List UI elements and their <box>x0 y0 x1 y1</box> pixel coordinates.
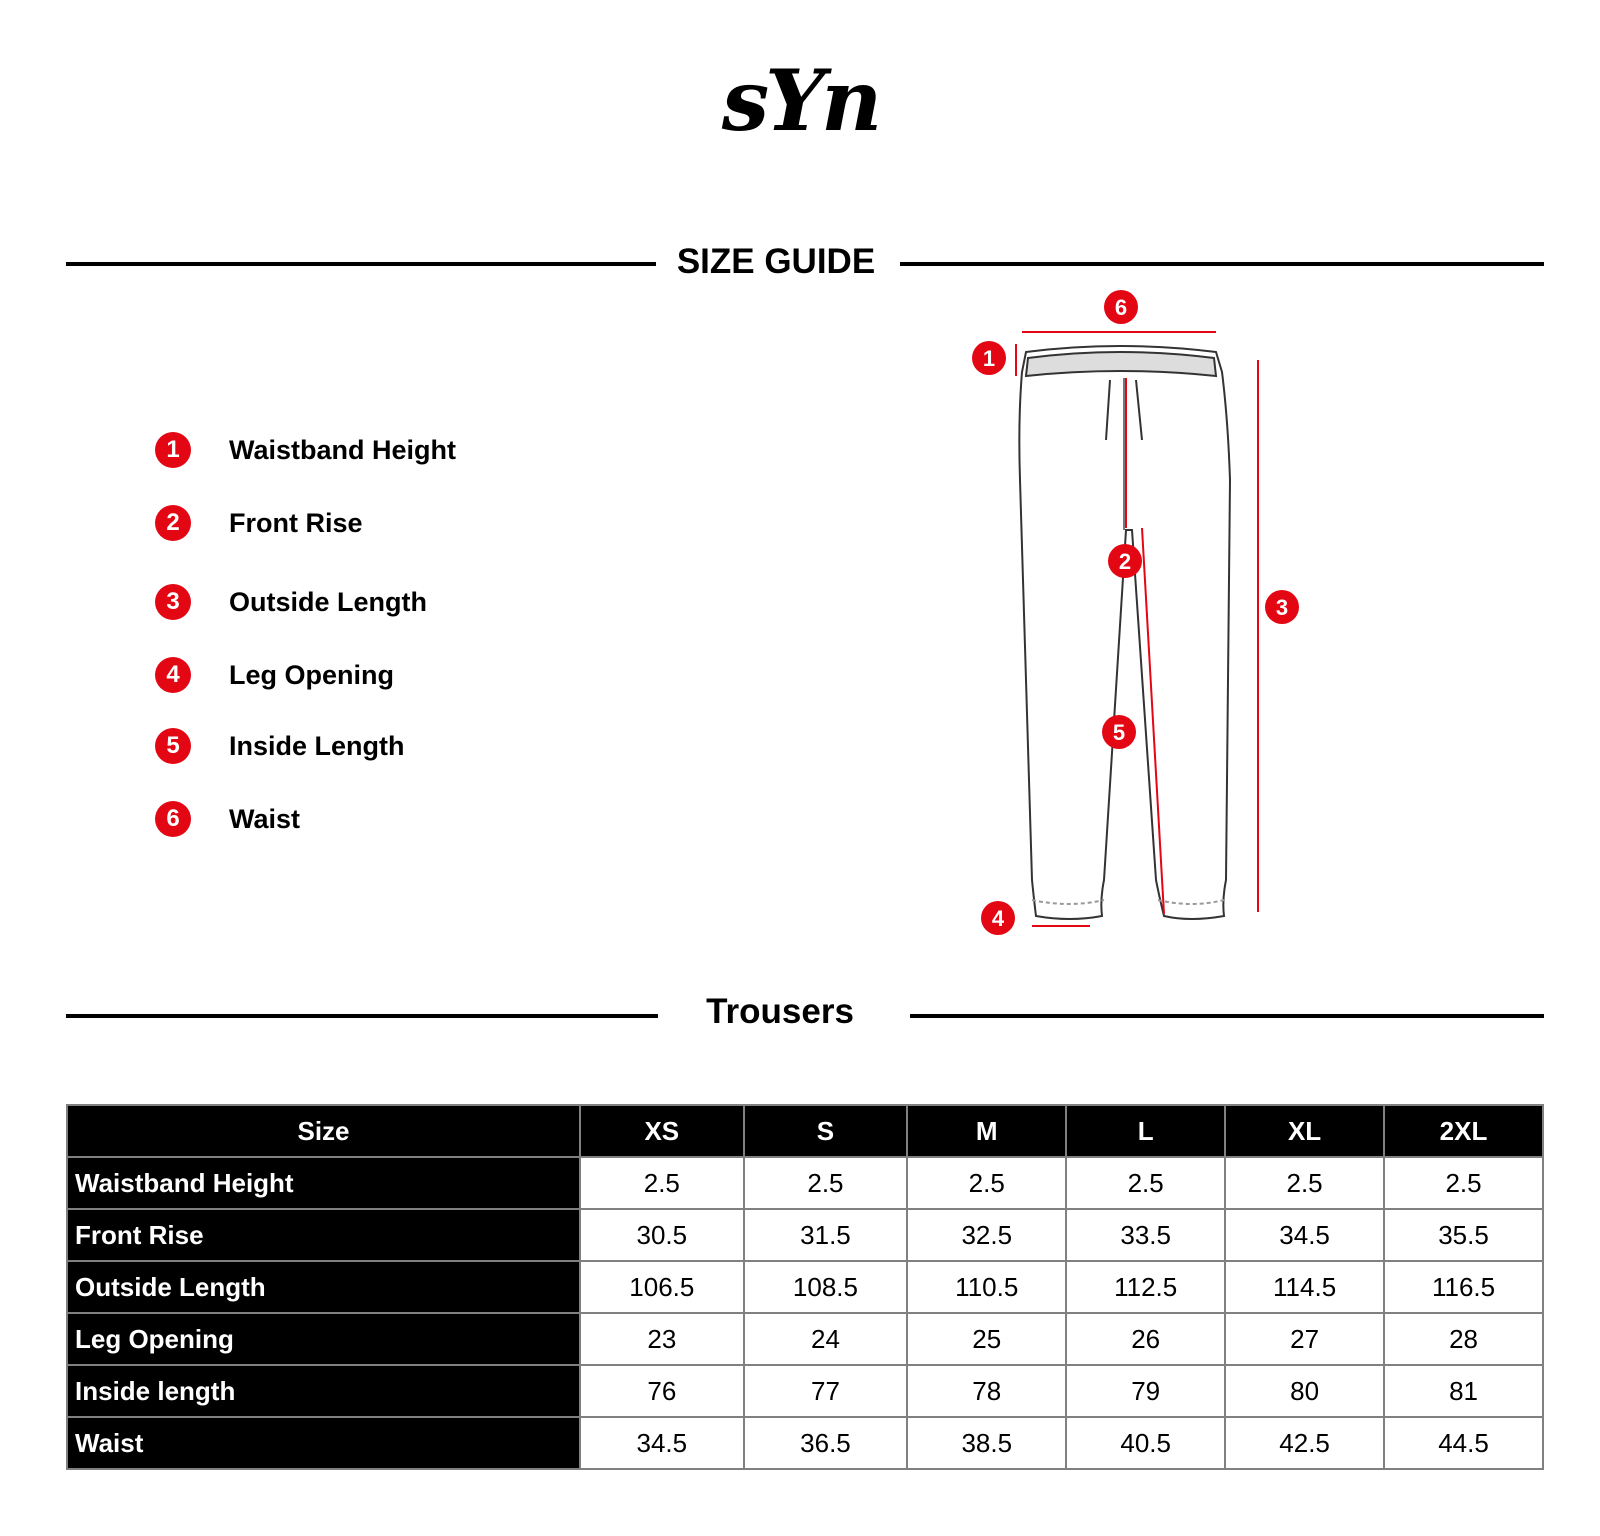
legend-item-leg-opening <box>155 655 394 695</box>
table-cell: 30.5 <box>580 1209 744 1261</box>
table-cell: 36.5 <box>744 1417 908 1469</box>
legend-item-inside-length <box>155 726 405 766</box>
legend-label: Inside Length <box>229 730 405 761</box>
table-cell: 26 <box>1066 1313 1225 1365</box>
table-cell: 108.5 <box>744 1261 908 1313</box>
row-label: Outside Length <box>67 1261 580 1313</box>
table-cell: 24 <box>744 1313 908 1365</box>
header-s: S <box>744 1105 908 1157</box>
table-cell: 81 <box>1384 1365 1543 1417</box>
table-cell: 23 <box>580 1313 744 1365</box>
table-row <box>67 1313 1543 1365</box>
row-label: Waistband Height <box>67 1157 580 1209</box>
legend-label: Front Rise <box>229 507 363 538</box>
size-table <box>66 1104 1544 1470</box>
svg-text:3: 3 <box>1275 595 1289 620</box>
size-guide-title: SIZE GUIDE <box>676 242 876 281</box>
marker-1 <box>972 341 1006 375</box>
marker-6 <box>1104 290 1138 324</box>
table-cell: 2.5 <box>580 1157 744 1209</box>
trousers-diagram <box>960 280 1340 970</box>
divider-left <box>66 262 656 266</box>
divider-right-trousers <box>910 1014 1544 1018</box>
row-label: Front Rise <box>67 1209 580 1261</box>
svg-text:2: 2 <box>1118 549 1132 574</box>
trousers-title: Trousers <box>706 992 854 1031</box>
legend-number: 2 <box>155 505 191 541</box>
legend-number: 4 <box>155 657 191 693</box>
header-xl: XL <box>1225 1105 1384 1157</box>
legend-number: 6 <box>155 801 191 837</box>
table-cell: 80 <box>1225 1365 1384 1417</box>
legend-label: Waist <box>229 803 301 834</box>
table-cell: 2.5 <box>1225 1157 1384 1209</box>
table-cell: 42.5 <box>1225 1417 1384 1469</box>
table-cell: 40.5 <box>1066 1417 1225 1469</box>
table-row <box>67 1365 1543 1417</box>
table-cell: 76 <box>580 1365 744 1417</box>
legend-number: 5 <box>155 728 191 764</box>
table-cell: 106.5 <box>580 1261 744 1313</box>
table-cell: 35.5 <box>1384 1209 1543 1261</box>
logo-text: sYn <box>721 51 879 150</box>
divider-left-trousers <box>66 1014 658 1018</box>
legend-label: Waistband Height <box>229 434 456 465</box>
legend-item-front-rise <box>155 503 363 543</box>
table-cell: 2.5 <box>744 1157 908 1209</box>
legend-number: 3 <box>155 584 191 620</box>
row-label: Leg Opening <box>67 1313 580 1365</box>
legend-item-waistband-height <box>155 430 456 470</box>
table-cell: 34.5 <box>580 1417 744 1469</box>
table-cell: 2.5 <box>1066 1157 1225 1209</box>
table-cell: 34.5 <box>1225 1209 1384 1261</box>
row-label: Waist <box>67 1417 580 1469</box>
table-row <box>67 1417 1543 1469</box>
svg-text:5: 5 <box>1112 720 1126 745</box>
header-2xl: 2XL <box>1384 1105 1543 1157</box>
table-cell: 38.5 <box>907 1417 1066 1469</box>
table-header-row <box>67 1105 1543 1157</box>
table-cell: 2.5 <box>1384 1157 1543 1209</box>
table-row <box>67 1209 1543 1261</box>
header-size: Size <box>67 1105 580 1157</box>
table-cell: 27 <box>1225 1313 1384 1365</box>
table-cell: 28 <box>1384 1313 1543 1365</box>
table-cell: 25 <box>907 1313 1066 1365</box>
table-cell: 2.5 <box>907 1157 1066 1209</box>
table-cell: 78 <box>907 1365 1066 1417</box>
table-cell: 114.5 <box>1225 1261 1384 1313</box>
table-cell: 116.5 <box>1384 1261 1543 1313</box>
svg-text:4: 4 <box>991 906 1005 931</box>
header-xs: XS <box>580 1105 744 1157</box>
table-cell: 110.5 <box>907 1261 1066 1313</box>
table-cell: 32.5 <box>907 1209 1066 1261</box>
marker-5 <box>1102 715 1136 749</box>
row-label: Inside length <box>67 1365 580 1417</box>
marker-2 <box>1108 544 1142 578</box>
header-m: M <box>907 1105 1066 1157</box>
svg-text:1: 1 <box>982 346 996 371</box>
trousers-illustration <box>1019 346 1230 919</box>
table-row <box>67 1261 1543 1313</box>
table-cell: 44.5 <box>1384 1417 1543 1469</box>
legend-item-outside-length <box>155 582 427 622</box>
marker-3 <box>1265 590 1299 624</box>
table-row <box>67 1157 1543 1209</box>
svg-text:6: 6 <box>1114 295 1128 320</box>
table-cell: 112.5 <box>1066 1261 1225 1313</box>
legend-item-waist <box>155 799 300 839</box>
divider-right <box>900 262 1544 266</box>
legend-label: Outside Length <box>229 586 427 617</box>
header-l: L <box>1066 1105 1225 1157</box>
table-cell: 31.5 <box>744 1209 908 1261</box>
legend-number: 1 <box>155 432 191 468</box>
marker-4 <box>981 901 1015 935</box>
table-cell: 79 <box>1066 1365 1225 1417</box>
table-cell: 33.5 <box>1066 1209 1225 1261</box>
brand-logo <box>700 40 900 170</box>
legend-label: Leg Opening <box>229 659 394 690</box>
table-cell: 77 <box>744 1365 908 1417</box>
